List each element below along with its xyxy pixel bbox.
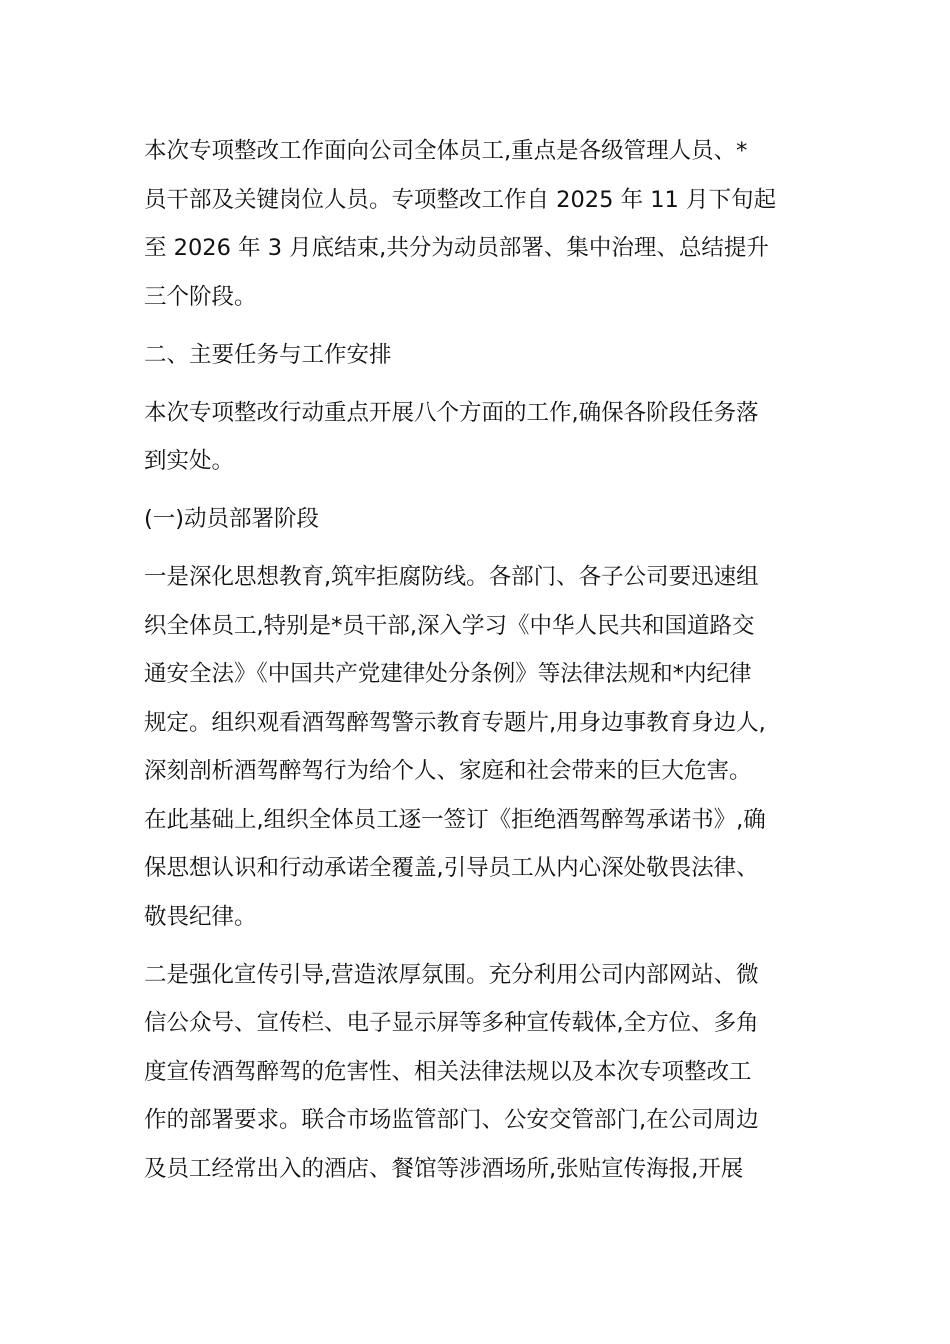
paragraph-spacer (144, 379, 809, 389)
text-line: 在此基础上,组织全体员工逐一签订《拒绝酒驾醉驾承诺书》,确 (144, 806, 766, 833)
text-line: 二是强化宣传引导,营造浓厚氛围。充分利用公司内部网站、微 (144, 961, 759, 988)
heading-line: 二、主要任务与工作安排 (144, 341, 392, 368)
paragraph-overview (144, 389, 809, 486)
text-line: 信公众号、宣传栏、电子显示屏等多种宣传载体,全方位、多角 (144, 1010, 759, 1036)
paragraph-publicity (144, 951, 809, 1194)
paragraph-education (144, 553, 809, 941)
text-line: 员干部及关键岗位人员。专项整改工作自 2025 年 11 月下旬起 (144, 186, 777, 213)
text-line: 织全体员工,特别是*员干部,深入学习《中华人民共和国道路交 (144, 612, 755, 639)
text-line: 敬畏纪律。 (144, 903, 257, 930)
text-line: 到实处。 (144, 448, 235, 474)
paragraph-scope (144, 127, 809, 321)
document-body (144, 127, 809, 1193)
paragraph-spacer (144, 941, 809, 951)
text-line: 通安全法》《中国共产党建律处分条例》等法律法规和*内纪律 (144, 661, 752, 687)
text-line: 一是深化思想教育,筑牢拒腐防线。各部门、各子公司要迅速组 (144, 564, 759, 590)
text-line: 至 2026 年 3 月底结束,共分为动员部署、集中治理、总结提升 (144, 235, 769, 261)
paragraph-spacer (144, 321, 809, 331)
text-line: 保思想认识和行动承诺全覆盖,引导员工从内心深处敬畏法律、 (144, 855, 759, 881)
text-line: 及员工经常出入的酒店、餐馆等涉酒场所,张贴宣传海报,开展 (144, 1155, 744, 1182)
paragraph-spacer (144, 544, 809, 554)
text-line: 度宣传酒驾醉驾的危害性、相关法律法规以及本次专项整改工 (144, 1058, 752, 1085)
text-line: 本次专项整改行动重点开展八个方面的工作,确保各阶段任务落 (144, 399, 759, 426)
text-line: 本次专项整改工作面向公司全体员工,重点是各级管理人员、* (144, 138, 748, 164)
text-line: 作的部署要求。联合市场监管部门、公安交管部门,在公司周边 (144, 1107, 759, 1133)
text-line: 三个阶段。 (144, 283, 257, 310)
heading-line: (一)动员部署阶段 (144, 506, 320, 532)
section-heading (144, 331, 809, 380)
text-line: 深刻剖析酒驾醉驾行为给个人、家庭和社会带来的巨大危害。 (144, 758, 752, 784)
subsection-heading (144, 495, 809, 544)
paragraph-spacer (144, 486, 809, 496)
text-line: 规定。组织观看酒驾醉驾警示教育专题片,用身边事教育身边人, (144, 709, 766, 736)
